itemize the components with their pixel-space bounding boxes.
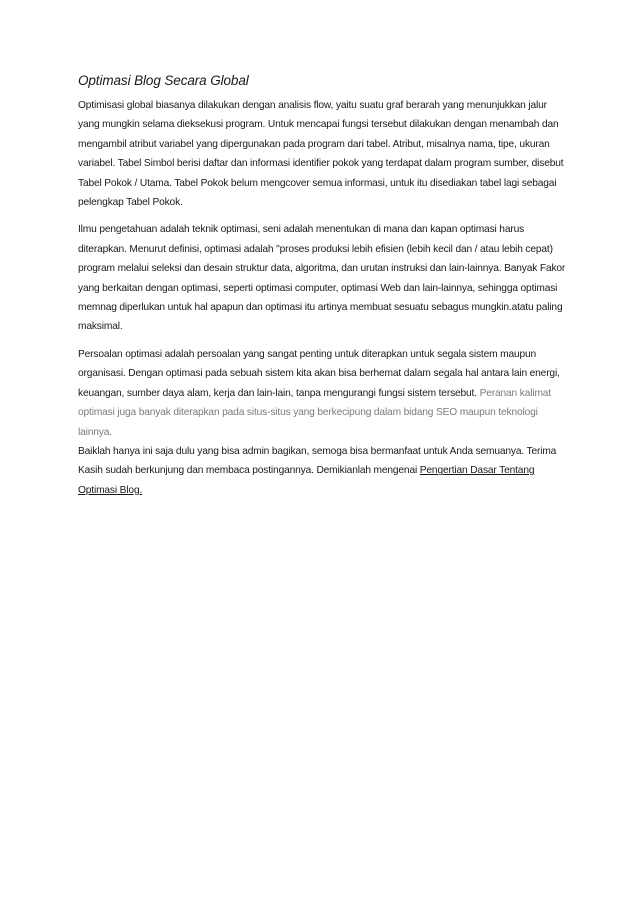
paragraph-optimization-definition: Ilmu pengetahuan adalah teknik optimasi, seni adalah menentukan di mana dan kapan optimasi harus diterapkan. Menurut definisi, optimasi adalah "proses produksi lebih efisien (lebih kecil dan / atau lebih cepat) program melalui seleksi dan desain struktur data, algoritma, dan urutan instruksi dan lain-lainnya. Banyak Fakor yang berkaitan dengan optimasi, seperti optimasi computer, optimasi Web dan lain-lainnya, sehingga optimasi memnag diperlukan untuk hal apapun dan optimasi itu artinya membuat sesuatu sebagus mungkin.atatu paling maksimal. bbox=[78, 224, 566, 333]
paragraph-optimization-problem-text: Persoalan optimasi adalah persoalan yang sangat penting untuk diterapkan untuk segala sistem maupun organisasi. Dengan optimasi pada sebuah sistem kita akan bisa berhemat dalam segala hal antara lain energi, keuangan, sumber daya alam, kerja dan lain-lain, tanpa mengurangi fungsi sistem tersebut. bbox=[78, 348, 560, 399]
article-link[interactable]: Pengertian Dasar Tentang Optimasi Blog. bbox=[78, 465, 535, 496]
paragraph-closing bbox=[78, 442, 568, 500]
paragraph-seo-note: Peranan kalimat optimasi juga banyak diterapkan pada situs-situs yang berkecipung dalam bidang SEO maupun teknologi lainnya. bbox=[78, 387, 551, 438]
document-page bbox=[78, 73, 568, 508]
paragraph-closing-text: Baiklah hanya ini saja dulu yang bisa admin bagikan, semoga bisa bermanfaat untuk Anda semuanya. Terima Kasih sudah berkunjung dan membaca postingannya. Demikianlah mengenai bbox=[78, 445, 557, 477]
paragraph-optimization-problem bbox=[78, 345, 568, 442]
document-title: Optimasi Blog Secara Global bbox=[78, 73, 249, 88]
paragraph-global-optimization: Optimisasi global biasanya dilakukan dengan analisis flow, yaitu suatu graf berarah yang menunjukkan jalur yang mungkin selama dieksekusi program. Untuk mencapai fungsi tersebut dilakukan dengan menambah dan mengambil atribut variabel yang dipergunakan pada program dari tabel. Atribut, misalnya nama, tipe, ukuran variabel. Tabel Simbol berisi daftar dan informasi identifier pokok yang terdapat dalam program sumber, disebut Tabel Pokok / Utama. Tabel Pokok belum mengcover semua informasi, untuk itu disediakan tabel lagi sebagai pelengkap Tabel Pokok. bbox=[78, 100, 564, 209]
